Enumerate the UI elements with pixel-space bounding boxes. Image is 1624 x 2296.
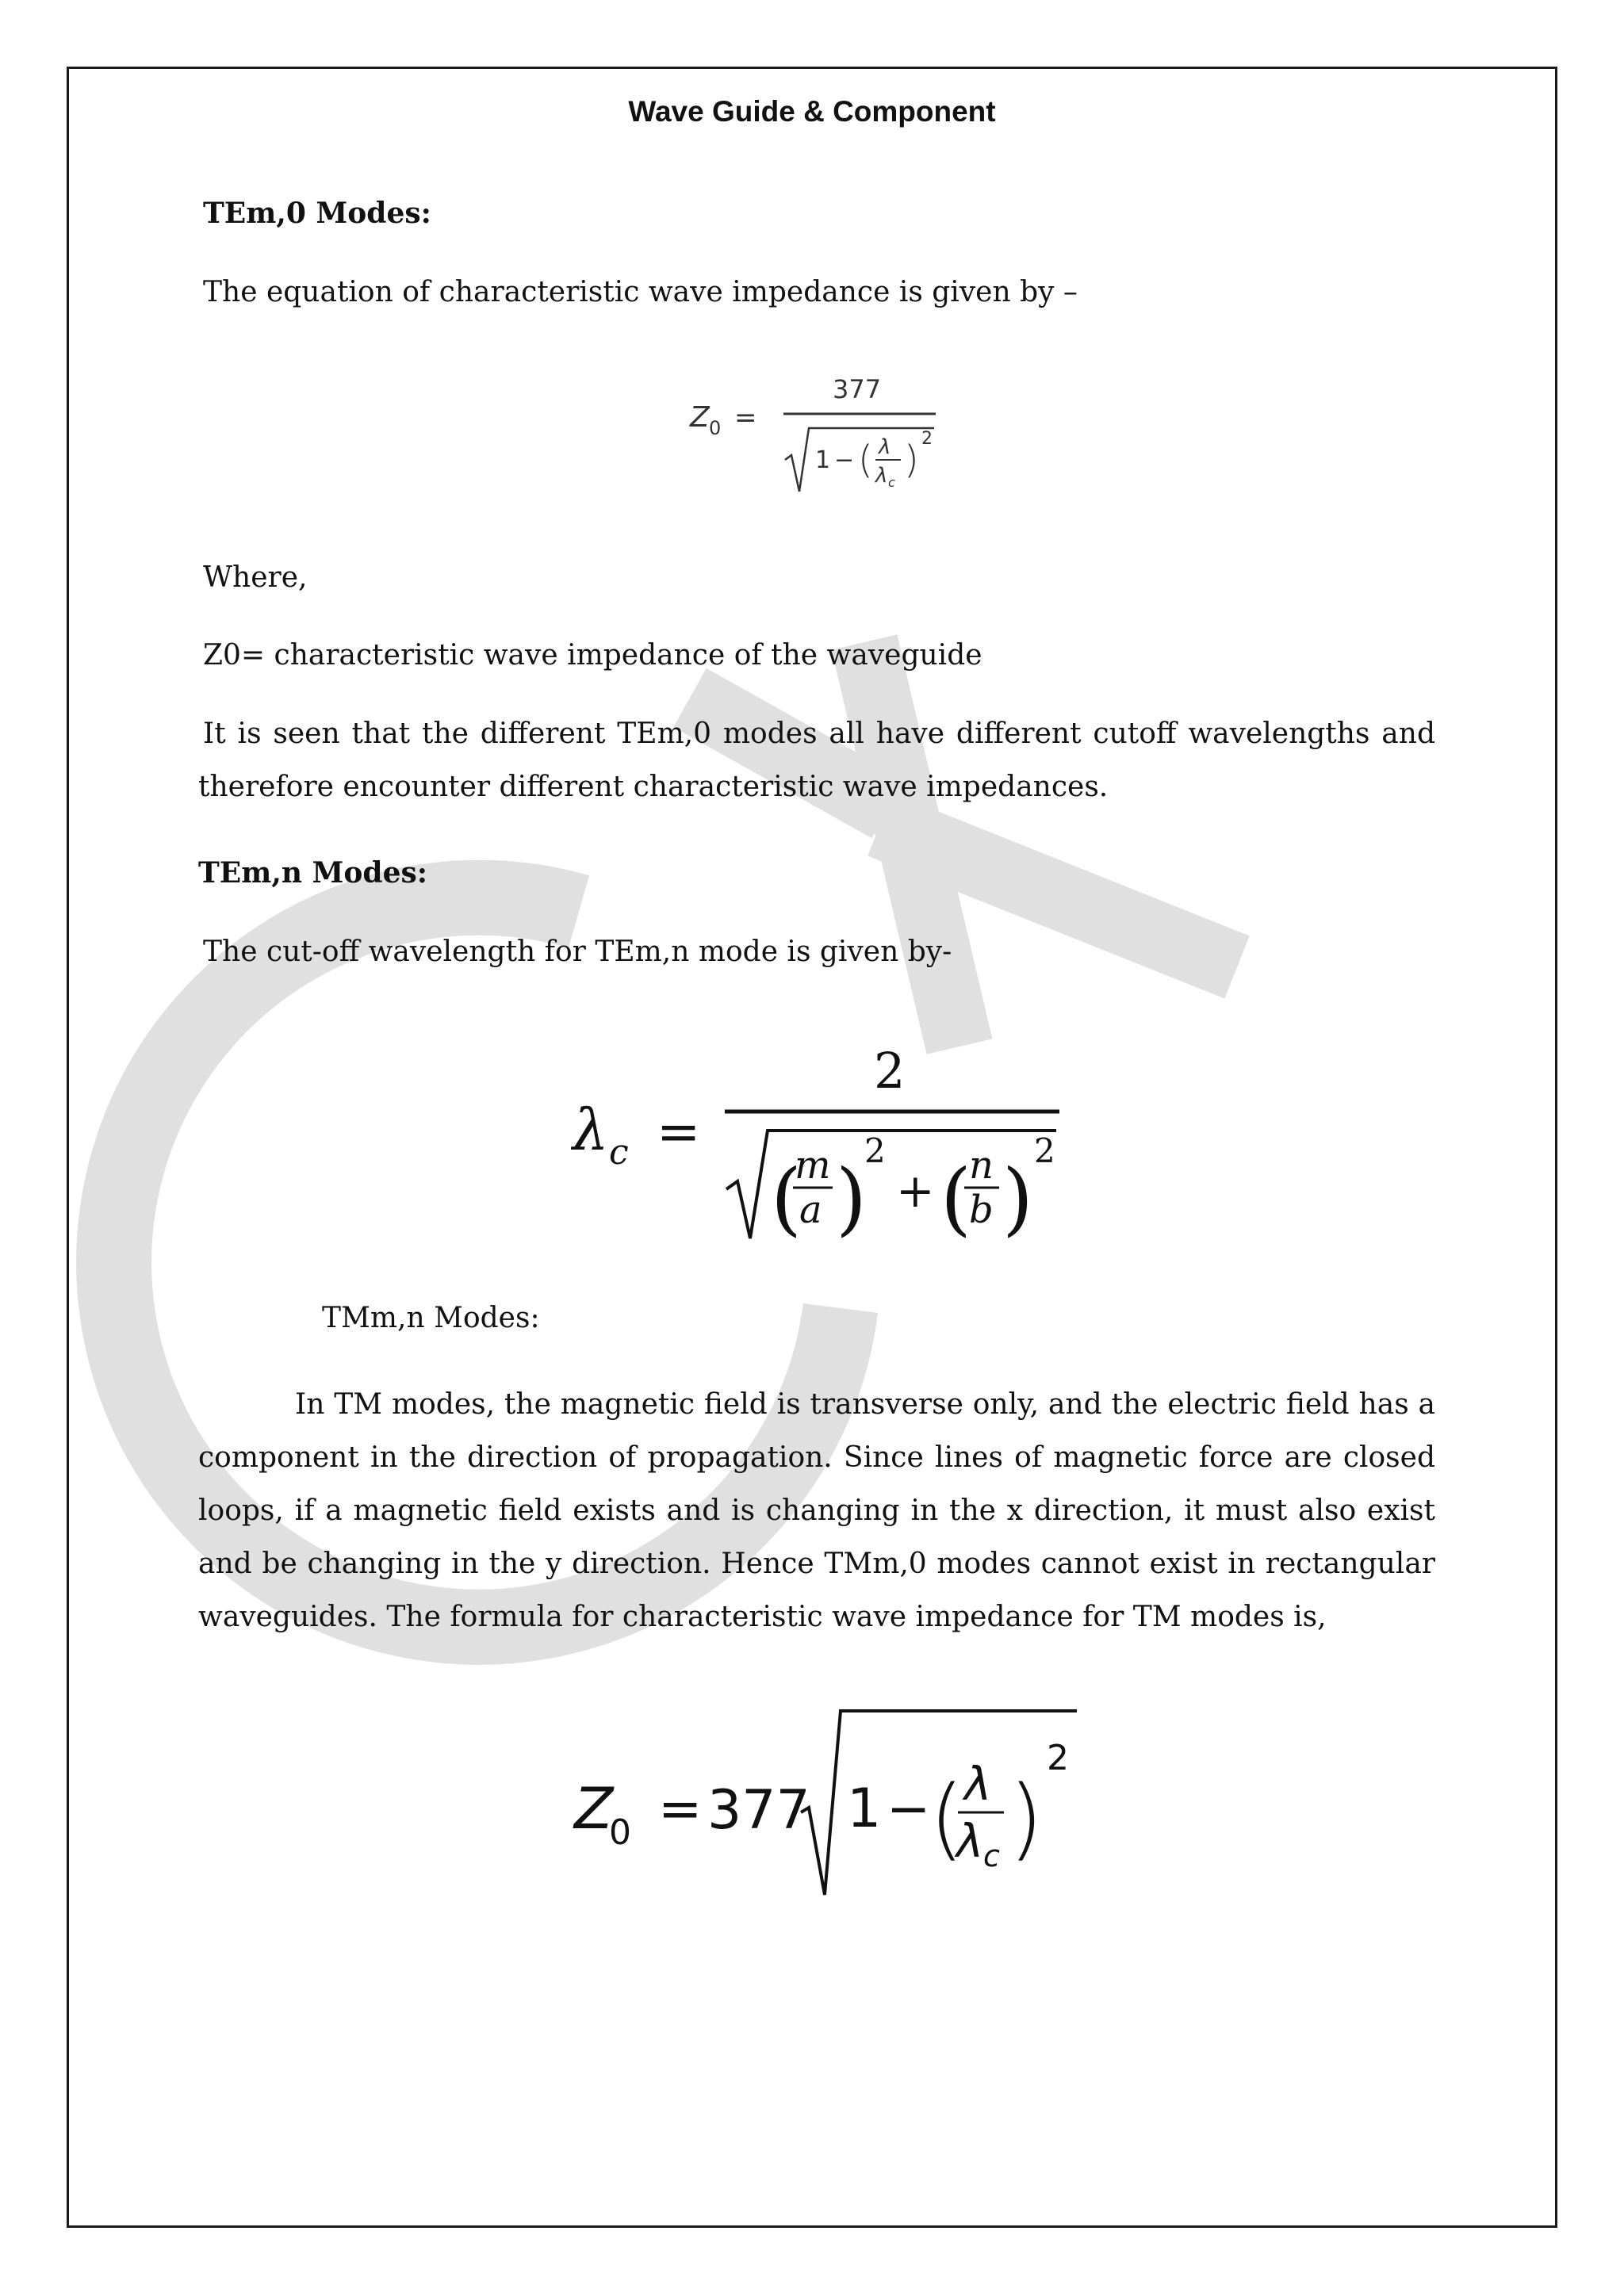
eq3-lparen: ( [929,1767,964,1870]
tm-paragraph: In TM modes, the magnetic field is transverse only, and the electric field has a component in the direction of propagation. Since lines of magnetic force are closed loops, if a magnetic field exists and is changing in the x direction, it must also exist and be changing in the y direction. Hence TMm,0 modes cannot exist in rectangular waveguides. The formula for characteristic wave impedance for TM modes is, [198,1388,1435,1633]
eq1-one: 1 [815,446,831,474]
eq1-lhs: Z [690,401,710,434]
tem0-heading: TEm,0 Modes: [203,197,431,230]
eq3-one: 1 [847,1777,882,1840]
temn-intro: The cut-off wavelength for TEm,n mode is given by- [203,936,952,968]
eq2-m: m [795,1143,831,1188]
eq3-exp: 2 [1047,1738,1069,1778]
eq3-lambda: λ [964,1757,992,1811]
eq3-lhs: Z [574,1775,614,1842]
tem0-intro: The equation of characteristic wave impedance is given by – [203,276,1078,308]
eq2-lhs-sub: c [609,1132,629,1173]
eq1-numerator: 377 [833,374,882,404]
eq2-a: a [799,1188,822,1232]
eq3-minus: − [887,1778,931,1839]
eq3-rparen: ) [1009,1767,1044,1870]
eq1-rparen: ) [904,438,919,482]
eq3-coef: 377 [707,1779,810,1842]
eq2-exp2: 2 [1034,1131,1055,1170]
eq1-lhs-sub: 0 [709,417,722,439]
eq1-exp: 2 [921,429,933,449]
eq2-numerator: 2 [874,1042,906,1100]
eq1-minus: − [834,446,855,474]
equation-z0-tm [571,1693,1094,1915]
z0-definition: Z0= characteristic wave impedance of the waveguide [203,639,982,672]
eq3-lhs-sub: 0 [609,1812,631,1853]
eq1-c-sub: c [888,475,895,490]
page-header: Wave Guide & Component [628,95,996,128]
eq1-equals: = [734,402,757,434]
where-label: Where, [203,561,308,594]
eq3-equals: = [658,1778,703,1839]
eq3-c-sub: c [983,1839,1000,1873]
eq2-equals: = [657,1101,701,1162]
equation-z0-te [682,365,952,507]
eq1-lparen: ( [858,438,873,482]
eq2-n: n [969,1143,994,1188]
eq3-lambda-c: λ [956,1814,984,1868]
eq1-lambda-c: λ [875,464,888,488]
equation-lambda-c [571,1031,1078,1261]
eq2-rparen1: ) [836,1152,868,1245]
eq1-lambda: λ [879,435,891,459]
eq2-plus: + [896,1164,935,1218]
eq2-lparen2: ( [940,1152,972,1245]
temn-heading: TEm,n Modes: [198,856,428,890]
tmmn-heading: TMm,n Modes: [322,1302,540,1334]
tem0-paragraph: It is seen that the different TEm,0 modes all have different cutoff wavelengths and therefore encounter different characteristic wave impedances. [198,718,1435,803]
eq2-lparen1: ( [771,1152,802,1245]
eq2-rparen2: ) [1002,1152,1034,1245]
eq2-exp1: 2 [864,1131,886,1170]
eq2-lhs: λ [573,1096,609,1163]
eq2-b: b [969,1188,994,1232]
